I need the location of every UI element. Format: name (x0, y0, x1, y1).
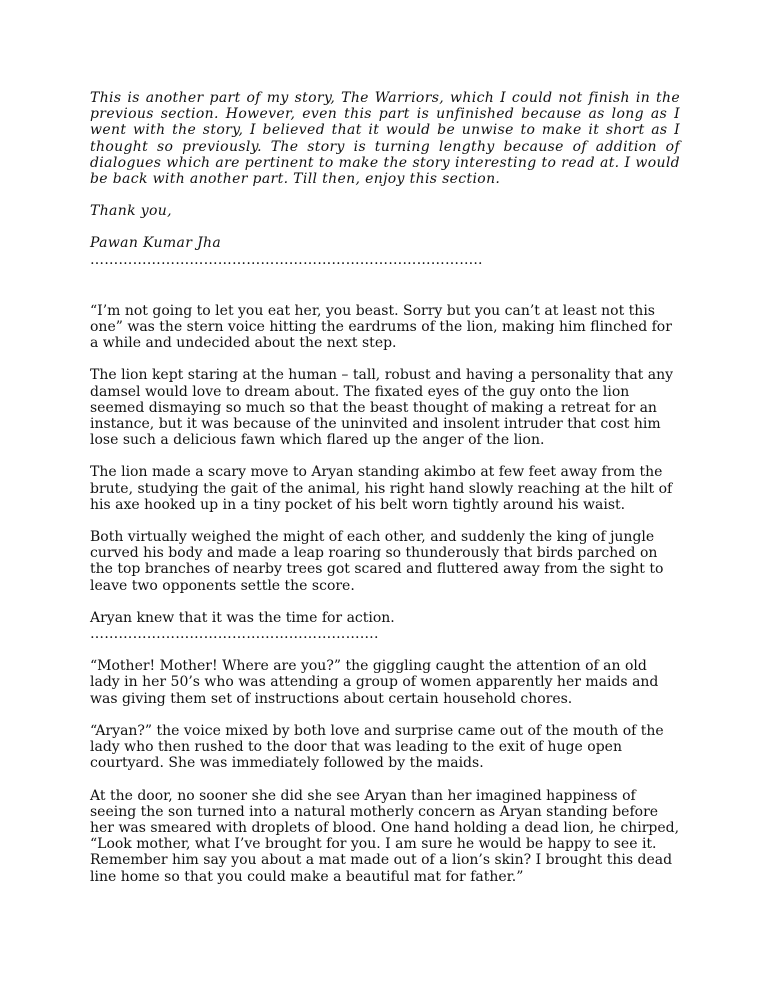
story-paragraph: “Mother! Mother! Where are you?” the giggling caught the attention of an old lady in her 50’s who was attending a group of women apparently her maids and was giving them set of instructions about certain household chores. (90, 658, 659, 707)
story-body (90, 303, 680, 885)
story-paragraph: The lion kept staring at the human – tall, robust and having a personality that any damsel would love to dream about. The fixated eyes of the guy onto the lion seemed dismaying so much so that the beast thought of making a retreat for an instance, but it was because of the uninvited and insolent intruder that cost him lose such a delicious fawn which flared up the anger of the lion. (90, 367, 674, 449)
thanks-line: Thank you, (90, 203, 172, 220)
story-paragraph: Both virtually weighed the might of each other, and suddenly the king of jungle curved his body and made a leap roaring so thunderously that birds parched on the top branches of nearby trees got scared and fluttered away from the sight to leave two opponents settle the score. (90, 529, 664, 594)
story-paragraph: The lion made a scary move to Aryan standing akimbo at few feet away from the brute, studying the gait of the animal, his right hand slowly reaching at the hilt of his axe hooked up in a tiny pocket of his belt worn tightly around his waist. (90, 464, 673, 513)
document-page (90, 90, 680, 901)
author-name: Pawan Kumar Jha (90, 235, 222, 252)
author-note: This is another part of my story, The Warriors, which I could not finish in the previous section. However, even this part is unfinished because as long as I went with the story, I believed that it would be unwise to make it short as I thought so previously. The story is turning lengthy because of addition of dialogues which are pertinent to make the story interesting to read at. I would be back with another part. Till then, enjoy this section. (90, 90, 680, 188)
story-paragraph: Aryan knew that it was the time for action. (90, 609, 395, 626)
signature-block (90, 203, 680, 251)
story-paragraph: “Aryan?” the voice mixed by both love and surprise came out of the mouth of the lady who then rushed to the door that was leading to the exit of huge open courtyard. She was immediately followed by the maids. (90, 722, 664, 772)
scene-separator: ……………………………………………………. (90, 626, 379, 643)
section-separator: ……………………………………………………………………….. (90, 251, 483, 268)
story-paragraph: “I’m not going to let you eat her, you beast. Sorry but you can’t at least not this one” was the stern voice hitting the eardrums of the lion, making him flinched for a while and undecided about the next step. (90, 302, 672, 352)
story-paragraph: At the door, no sooner she did she see Aryan than her imagined happiness of seeing the son turned into a natural motherly concern as Aryan standing before her was smeared with droplets of blood. One hand holding a dead lion, he chirped, “Look mother, what I’ve brought for you. I am sure he would be happy to see it. Remember him say you about a mat made out of a lion’s skin? I brought this dead line home so that you could make a beautiful mat for father.” (90, 787, 680, 885)
